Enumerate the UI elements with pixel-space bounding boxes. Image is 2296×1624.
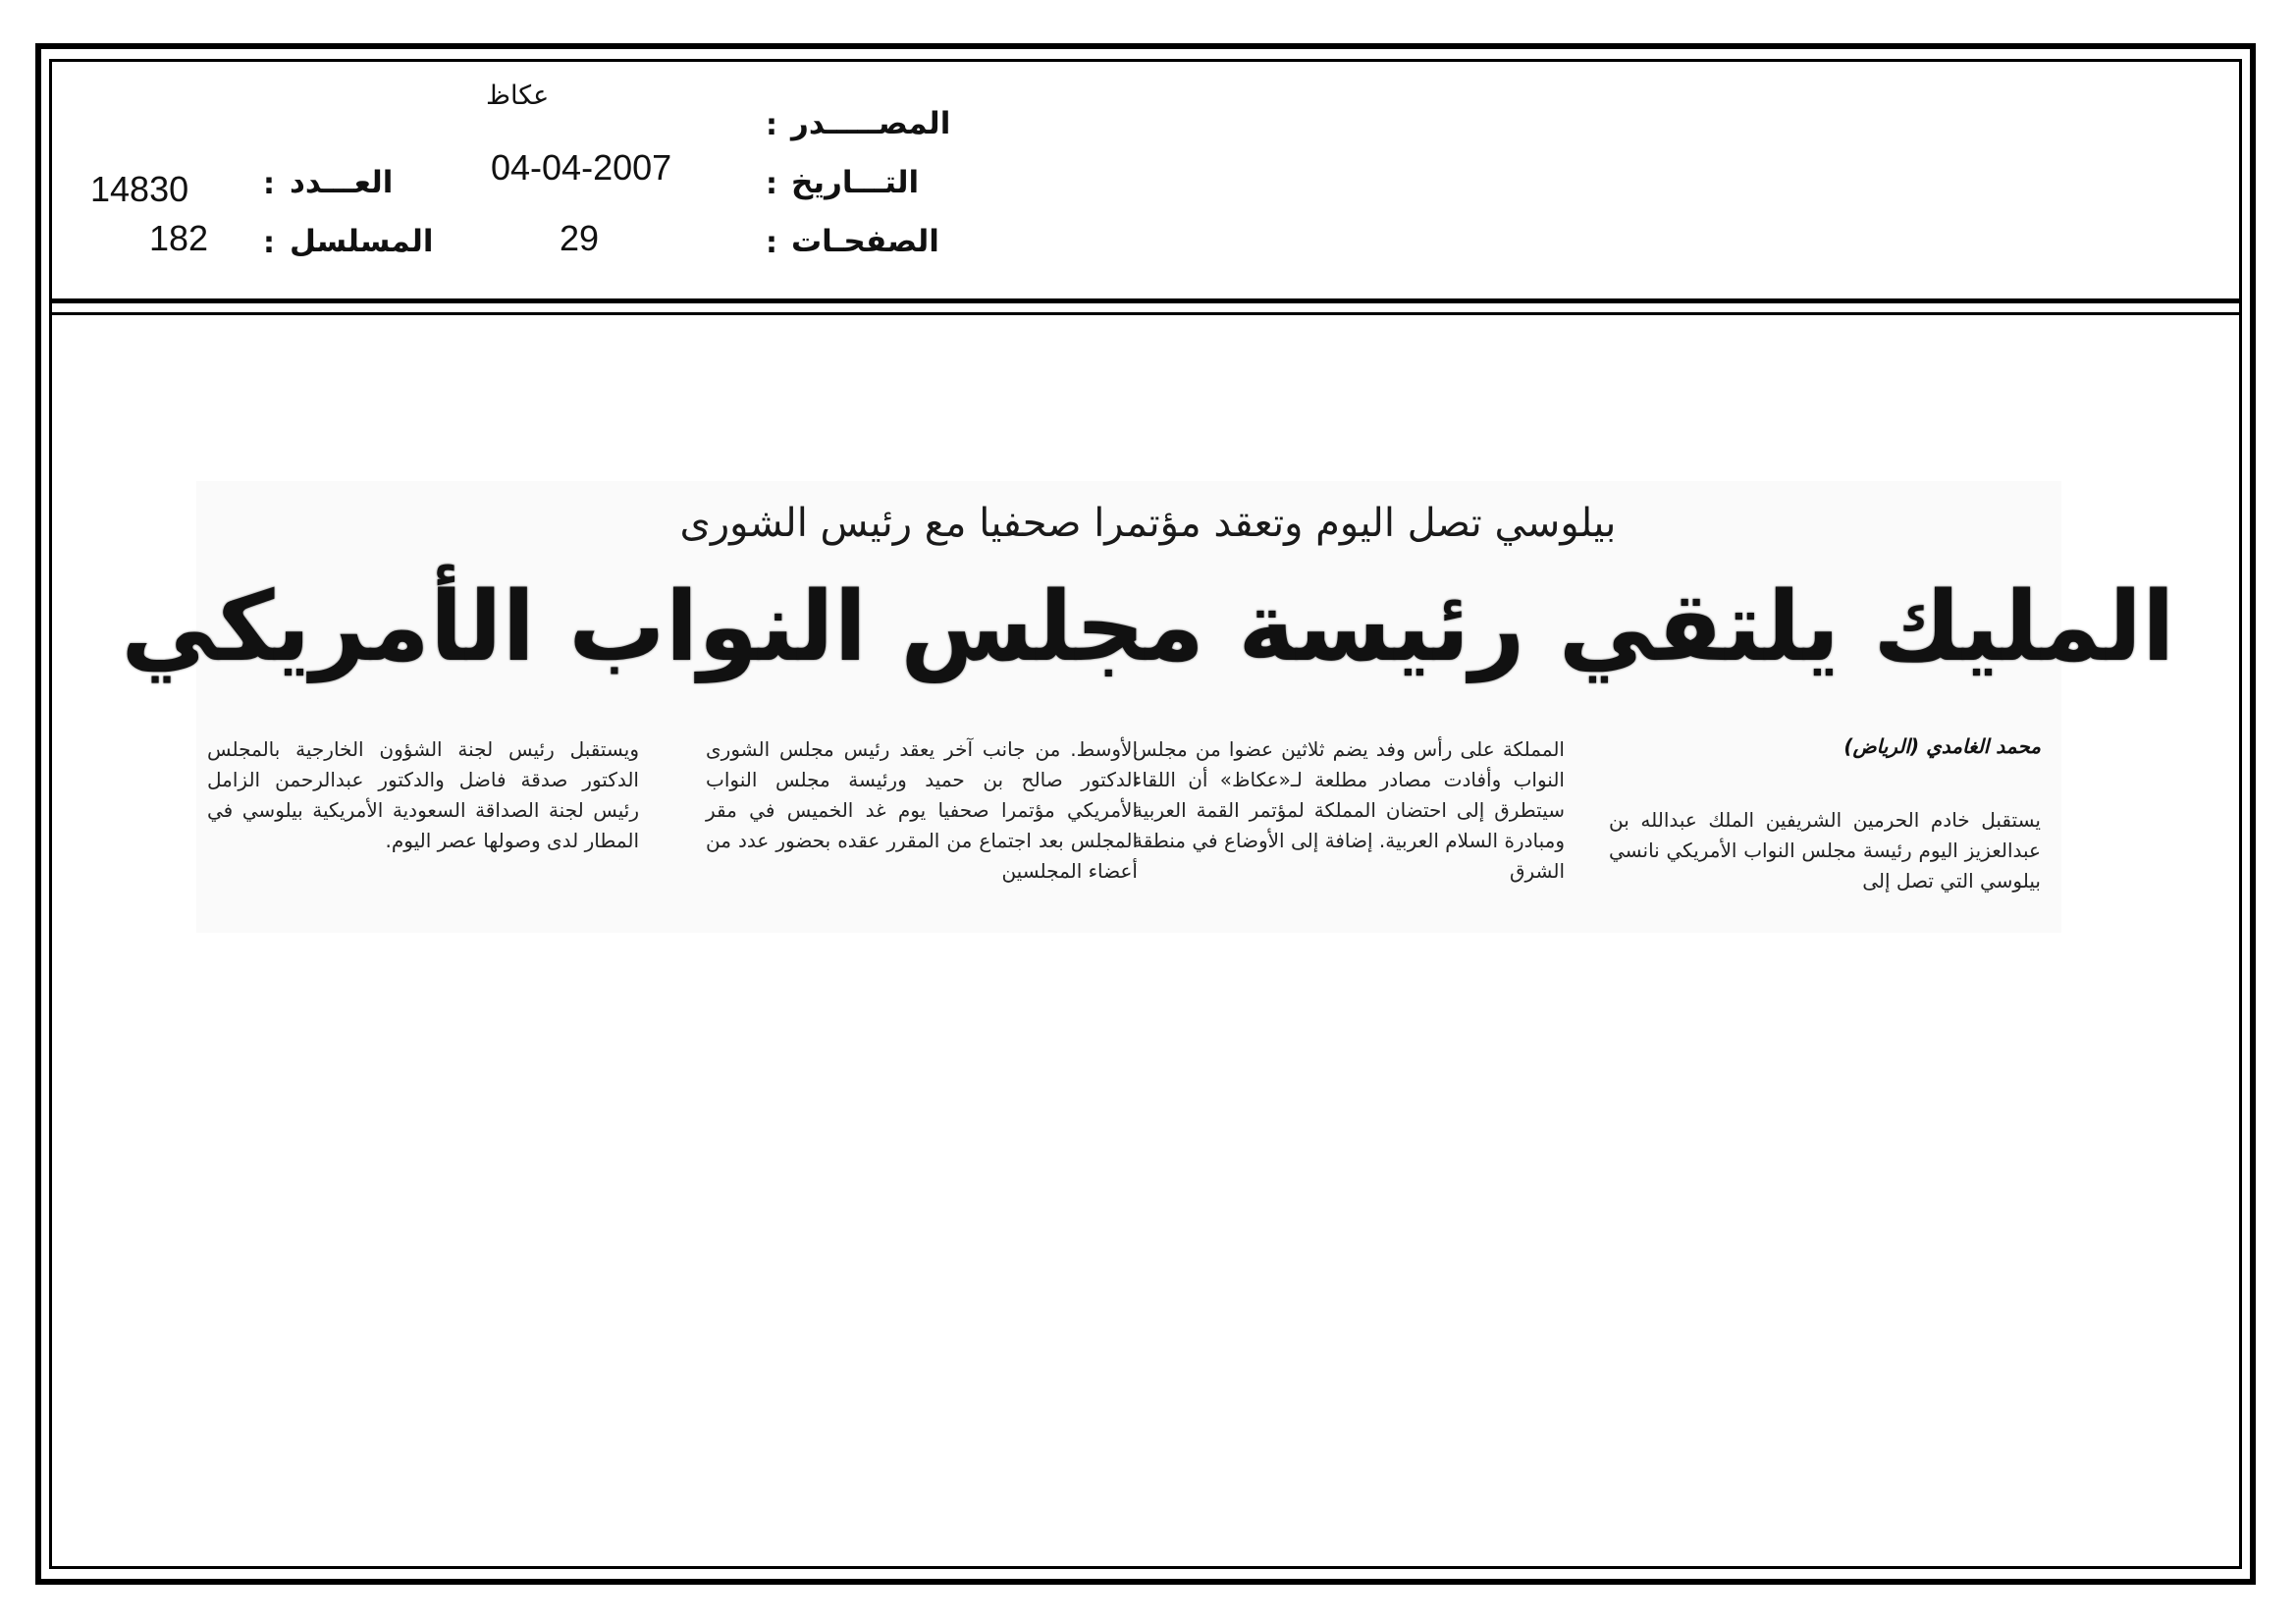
- pages-value: 29: [560, 218, 600, 258]
- issue-colon: :: [263, 167, 275, 201]
- date-label: التـــاريخ: [791, 165, 920, 200]
- article-headline: المليك يلتقي رئيسة مجلس النواب الأمريكي: [121, 571, 2175, 683]
- article-column-2: [1133, 734, 1565, 887]
- article-subheadline: بيلوسي تصل اليوم وتعقد مؤتمرا صحفيا مع رئيس الشورى: [679, 501, 1617, 546]
- article-byline: محمد الغامدي (الرياض): [1843, 734, 2041, 758]
- serial-value: 182: [149, 218, 209, 258]
- article-column-1: [1609, 805, 2041, 896]
- article-column-text: المملكة على رأس وفد يضم ثلاثين عضوا من مجلس النواب وأفادت مصادر مطلعة لـ«عكاظ» أن اللقاء سيتطرق إلى احتضان المملكة لمؤتمر القمة العربية ومبادرة السلام العربية. إضافة إلى الأوضاع في منطقة الشرق: [1133, 737, 1565, 883]
- source-label: المصـــــدر: [791, 106, 951, 141]
- date-value: 04-04-2007: [491, 147, 672, 188]
- article-column-text: ويستقبل رئيس لجنة الشؤون الخارجية بالمجلس الدكتور صدقة فاضل والدكتور عبدالرحمن الزامل رئيس لجنة الصداقة السعودية الأمريكية بيلوسي في المطار لدى وصولها عصر اليوم.: [207, 737, 639, 852]
- article-column-4: [207, 734, 639, 856]
- issue-value: 14830: [90, 169, 189, 209]
- date-colon: :: [766, 167, 777, 201]
- header-divider-thin: [49, 312, 2242, 315]
- article-column-3: [706, 734, 1138, 887]
- header-divider: [49, 298, 2242, 303]
- article-column-text: يستقبل خادم الحرمين الشريفين الملك عبدالله بن عبدالعزيز اليوم رئيسة مجلس النواب الأمريكي نانسي بيلوسي التي تصل إلى: [1609, 808, 2041, 893]
- source-value: عكاظ: [486, 81, 550, 111]
- source-colon: :: [766, 108, 777, 142]
- article-column-text: الأوسط. من جانب آخر يعقد رئيس مجلس الشورى الدكتور صالح بن حميد ورئيسة مجلس النواب الأمريكي مؤتمرا صحفيا يوم غد الخميس في مقر المجلس بعد اجتماع من المقرر عقده بحضور عدد من أعضاء المجلسين: [706, 737, 1138, 883]
- pages-label: الصفحـات: [791, 224, 939, 259]
- pages-colon: :: [766, 226, 777, 260]
- serial-colon: :: [263, 226, 275, 260]
- issue-label: العـــدد: [290, 165, 394, 200]
- serial-label: المسلسل: [290, 224, 434, 259]
